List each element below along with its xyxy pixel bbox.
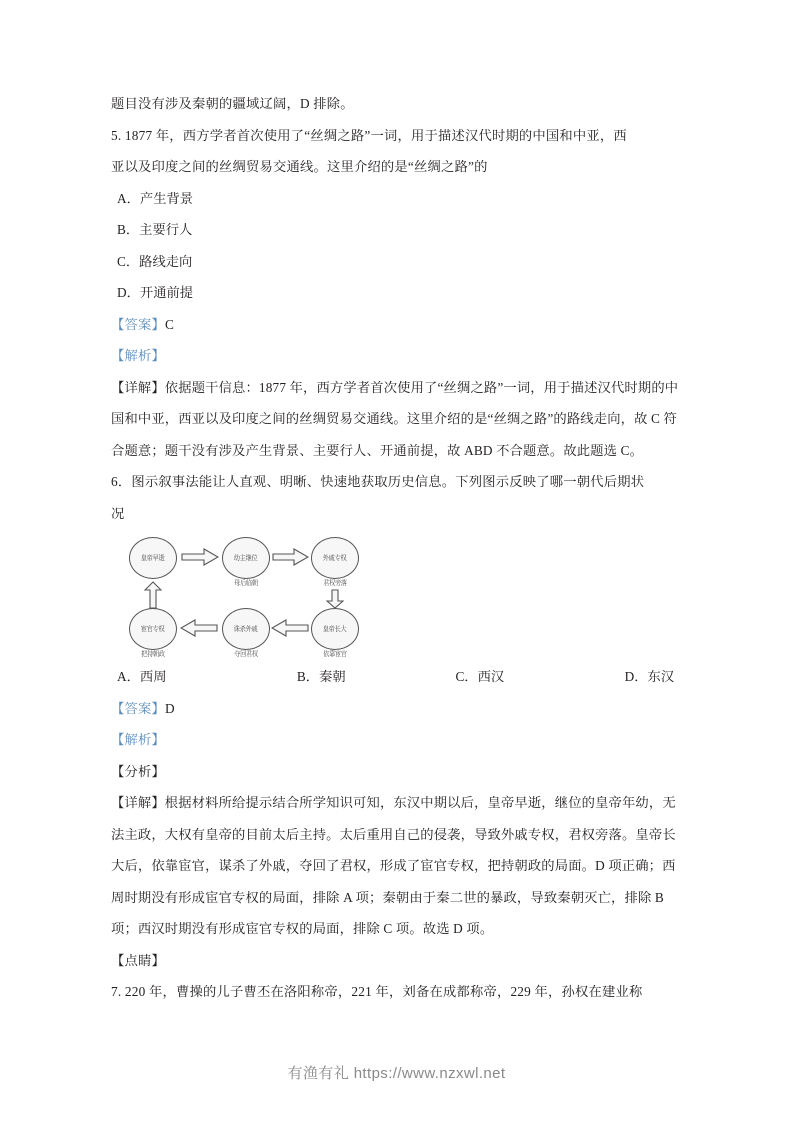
question-6-option-d[interactable]: D．东汉 bbox=[624, 669, 675, 684]
question-6-analysis-label: 【解析】 bbox=[111, 732, 165, 747]
question-5-stem-line-1: 5. 1877 年，西方学者首次使用了“丝绸之路”一词，用于描述汉代时期的中国和中亚，西 bbox=[111, 127, 627, 143]
question-6-option-c[interactable]: C．西汉 bbox=[455, 669, 505, 684]
question-5-answer-row bbox=[111, 309, 683, 341]
question-7-stem-line-1: 7. 220 年，曹操的儿子曹丕在洛阳称帝，221 年，刘备在成都称帝，229 年，孙权在建业称 bbox=[111, 984, 643, 999]
diagram-node-5 bbox=[222, 608, 270, 650]
question-7 bbox=[111, 976, 683, 1008]
question-6-option-a[interactable]: A．西周 bbox=[117, 669, 167, 684]
diagram-arrow-right-icon-1 bbox=[181, 548, 219, 566]
question-5-option-c[interactable]: C．路线走向 bbox=[117, 253, 193, 269]
diagram-node-4 bbox=[311, 608, 359, 650]
question-5-option-a[interactable]: A．产生背景 bbox=[117, 190, 194, 206]
diagram-node-1 bbox=[129, 537, 177, 579]
diagram-node-3-label: 外戚专权 bbox=[323, 554, 347, 562]
diagram-arrow-down-icon bbox=[326, 589, 344, 609]
diagram-node-4-label: 皇帝长大 bbox=[323, 625, 347, 633]
detail-label: 【详解】 bbox=[111, 379, 165, 395]
question-6-stem-line-2: 况 bbox=[111, 505, 125, 521]
question-6-options-row bbox=[111, 661, 683, 693]
question-5-stem-line-2: 亚以及印度之间的丝绸贸易交通线。这里介绍的是“丝绸之路”的 bbox=[111, 159, 488, 174]
watermark-brand: 有渔有礼 bbox=[287, 1064, 350, 1082]
diagram-arrow-right-icon-2 bbox=[272, 548, 309, 566]
question-5-option-d[interactable]: D．开通前提 bbox=[117, 285, 194, 300]
diagram-arrow-up-icon bbox=[144, 581, 162, 609]
detail-label: 【详解】 bbox=[111, 795, 165, 810]
diagram-node-3-sub: 君权旁落 bbox=[323, 580, 347, 587]
diagram-node-6-sub: 把持朝政 bbox=[141, 651, 165, 658]
answer-label: 【答案】 bbox=[111, 700, 165, 716]
page-content bbox=[111, 88, 683, 1008]
diagram-node-1-label: 皇帝早逝 bbox=[141, 554, 165, 562]
question-6-detail bbox=[111, 787, 683, 945]
diagram-arrow-left-icon-2 bbox=[180, 619, 218, 637]
carryover-line: 题目没有涉及秦朝的疆域辽阔，D 排除。 bbox=[111, 96, 354, 111]
cycle-diagram bbox=[123, 535, 373, 659]
footer-watermark bbox=[0, 1062, 793, 1083]
diagram-node-6-label: 宦官专权 bbox=[141, 625, 165, 633]
question-5-detail bbox=[111, 372, 683, 467]
diagram-node-2 bbox=[222, 537, 270, 579]
answer-value: C bbox=[165, 316, 175, 332]
diagram-node-4-sub: 依靠宦官 bbox=[323, 651, 347, 658]
answer-label: 【答案】 bbox=[111, 316, 165, 332]
detail-text: 依据题干信息：1877 年，西方学者首次使用了“丝绸之路”一词，用于描述汉代时期的中国和中亚，西亚以及印度之间的丝绸贸易交通线。这里介绍的是“丝绸之路”的路线走向，故 C 符合题意；题干没有涉及产生背景、主要行人、开通前提，故 ABD 不合题意。故此题选 C。 bbox=[111, 379, 679, 458]
question-6 bbox=[111, 466, 683, 976]
detail-text: 根据材料所给提示结合所学知识可知，东汉中期以后，皇帝早逝，继位的皇帝年幼，无法主政，大权有皇帝的目前太后主持。太后重用自己的侵袭，导致外戚专权，君权旁落。皇帝长大后，依靠宦官，谋杀了外戚，夺回了君权，形成了宦官专权，把持朝政的局面。D 项正确；西周时期没有形成宦官专权的局面，排除 A 项；秦朝由于秦二世的暴政，导致秦朝灭亡，排除 B 项；西汉时期没有形成宦官专权的局面，排除 C 项。故选 D 项。 bbox=[111, 795, 676, 936]
question-6-stem-line-1: 6．图示叙事法能让人直观、明晰、快速地获取历史信息。下列图示反映了哪一朝代后期状 bbox=[111, 474, 645, 489]
question-6-option-b[interactable]: B．秦朝 bbox=[296, 669, 346, 684]
question-5-option-b[interactable]: B．主要行人 bbox=[117, 222, 193, 237]
diagram-node-5-sub: 夺回君权 bbox=[234, 651, 258, 658]
diagram-node-3 bbox=[311, 537, 359, 579]
answer-value: D bbox=[165, 700, 175, 716]
question-5 bbox=[111, 120, 683, 467]
question-5-analysis-label: 【解析】 bbox=[111, 348, 165, 363]
diagram-arrow-left-icon-1 bbox=[271, 619, 309, 637]
question-6-fenxi-label: 【分析】 bbox=[111, 763, 165, 779]
diagram-node-5-label: 诛杀外戚 bbox=[234, 625, 258, 633]
question-6-answer-row bbox=[111, 693, 683, 725]
watermark-url: https://www.nzxwl.net bbox=[353, 1065, 506, 1082]
diagram-node-2-sub: 母后临朝 bbox=[234, 580, 258, 587]
diagram-node-6 bbox=[129, 608, 177, 650]
diagram-node-2-label: 幼主继位 bbox=[234, 554, 258, 562]
question-6-dianjing-label: 【点睛】 bbox=[111, 952, 165, 968]
